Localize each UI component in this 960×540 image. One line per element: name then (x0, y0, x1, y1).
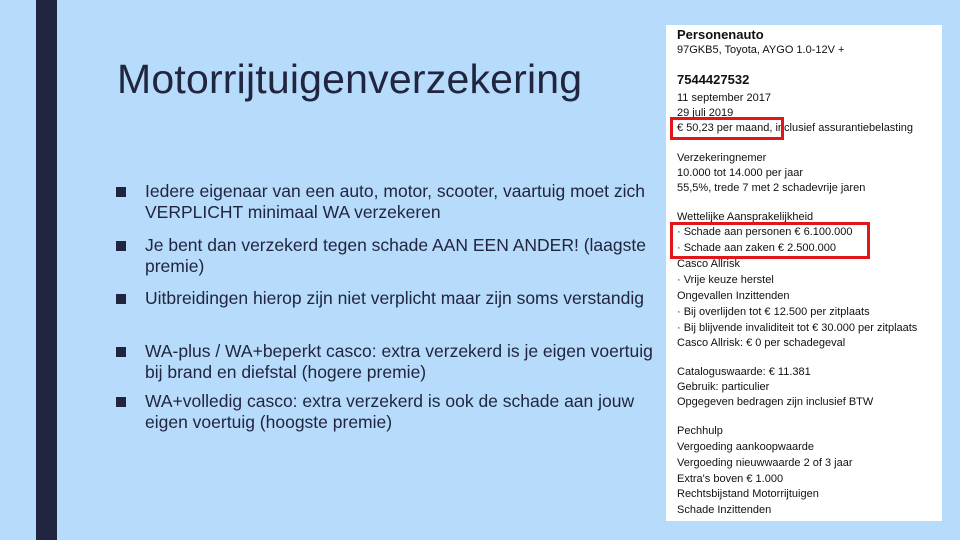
extra-item: Rechtsbijstand Motorrijtuigen (677, 488, 819, 500)
casco-label: Casco Allrisk (677, 258, 740, 270)
extra-item: Vergoeding aankoopwaarde (677, 441, 815, 453)
extra-item: Pechhulp (677, 425, 723, 437)
premium-note: inclusief assurantiebelasting (772, 122, 914, 134)
square-bullet-icon (116, 187, 126, 197)
policy-document-image (666, 25, 942, 521)
km-line: 10.000 tot 14.000 per jaar (677, 167, 803, 179)
premium-amount: € 50,23 per maand, (677, 122, 773, 134)
insured-label: Verzekeringnemer (677, 152, 767, 164)
bullet-item (116, 181, 661, 223)
casco-excess: Casco Allrisk: € 0 per schadegeval (677, 337, 846, 349)
policy-heading: Personenauto (677, 27, 764, 42)
slide-title: Motorrijtuigenverzekering (117, 56, 583, 102)
casco-item: · Vrije keuze herstel (677, 274, 774, 286)
extra-item: Vergoeding nieuwwaarde 2 of 3 jaar (677, 457, 853, 469)
bullet-item (116, 235, 661, 277)
left-accent-bar (36, 0, 57, 540)
bullet-item (116, 391, 661, 433)
bullet-text: WA+volledig casco: extra verzekerd is ook de schade aan jouw eigen voertuig (hoogste premie) (145, 391, 635, 432)
bullet-text: Je bent dan verzekerd tegen schade AAN EEN ANDER! (laagste premie) (145, 235, 646, 276)
liability-label: Wettelijke Aansprakelijkheid (677, 211, 814, 223)
bullet-text: Iedere eigenaar van een auto, motor, scooter, vaartuig moet zich VERPLICHT minimaal WA verzekeren (145, 181, 646, 222)
vehicle-line: 97GKB5, Toyota, AYGO 1.0-12V + (677, 44, 845, 56)
bullet-item (116, 288, 644, 309)
liability-goods: · Schade aan zaken € 2.500.000 (677, 242, 837, 254)
premium-highlight-box (670, 117, 784, 140)
extra-item: Schade Inzittenden (677, 504, 772, 516)
square-bullet-icon (116, 347, 126, 357)
date-line: 29 juli 2019 (677, 107, 734, 119)
square-bullet-icon (116, 241, 126, 251)
liability-highlight-box (670, 222, 870, 259)
catalog-value: Cataloguswaarde: € 11.381 (677, 366, 811, 378)
square-bullet-icon (116, 397, 126, 407)
liability-persons: · Schade aan personen € 6.100.000 (677, 226, 853, 238)
occupants-death: · Bij overlijden tot € 12.500 per zitplaats (677, 306, 870, 318)
occupants-label: Ongevallen Inzittenden (677, 290, 790, 302)
date-line: 11 september 2017 (677, 92, 771, 104)
usage-line: Gebruik: particulier (677, 381, 770, 393)
noclaim-line: 55,5%, trede 7 met 2 schadevrije jaren (677, 182, 866, 194)
vat-note: Opgegeven bedragen zijn inclusief BTW (677, 396, 874, 408)
square-bullet-icon (116, 294, 126, 304)
bullet-item (116, 341, 661, 383)
policy-number: 7544427532 (677, 72, 750, 87)
bullet-text: WA-plus / WA+beperkt casco: extra verzekerd is je eigen voertuig bij brand en diefstal (hogere premie) (145, 341, 653, 382)
occupants-disability: · Bij blijvende invaliditeit tot € 30.000 per zitplaats (677, 322, 918, 334)
bullet-text: Uitbreidingen hierop zijn niet verplicht maar zijn soms verstandig (145, 288, 644, 308)
extra-item: Extra's boven € 1.000 (677, 473, 784, 485)
